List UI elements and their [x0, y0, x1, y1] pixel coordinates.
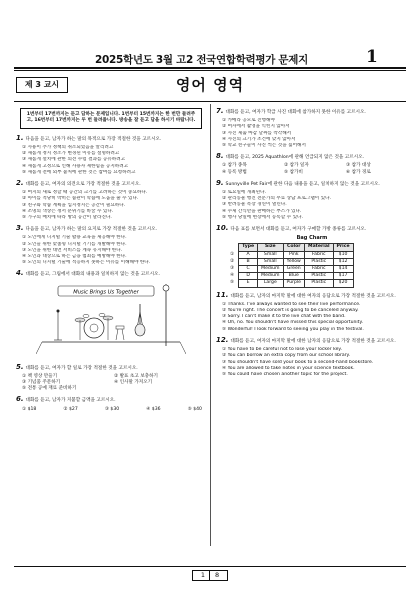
- option[interactable]: ② You can borrow an extra copy from our school library.: [222, 353, 351, 359]
- option[interactable]: ⑤ 참가비: [284, 169, 303, 175]
- total-pages: 8: [215, 571, 220, 579]
- question-text: 대화를 듣고, 여자가 할 일로 가장 적절한 것을 고르시오.: [25, 365, 138, 371]
- option[interactable]: ④ 조명의 색상은 정서 분위기를 바꿀 수 있다.: [22, 208, 114, 214]
- option[interactable]: ① $18: [22, 406, 37, 412]
- question-text: 대화를 듣고, 여자의 의견으로 가장 적절한 것을 고르시오.: [25, 182, 141, 188]
- section-title: 영어 영역: [175, 76, 245, 94]
- question-2: [16, 180, 206, 221]
- option[interactable]: ③ Sorry. I can't make it to the live chat with the band.: [222, 314, 346, 320]
- table-cell: $14: [333, 266, 353, 273]
- option[interactable]: ⑤ 행사 당일에 현장에서 등록할 수 있다.: [222, 214, 303, 220]
- question-text: 대화를 듣고, 여자의 마지막 말에 대한 남자의 응답으로 가장 적절한 것을 고르시오.: [230, 338, 396, 344]
- question-8: [216, 153, 408, 176]
- left-column: [16, 108, 206, 417]
- option[interactable]: ④ 수제 간식만을 판매하는 부스가 있다.: [222, 208, 302, 214]
- table-row[interactable]: [230, 251, 353, 258]
- question-12: [216, 337, 408, 378]
- question-number: 6.: [16, 395, 24, 404]
- table-cell: Plastic: [305, 258, 334, 265]
- table-cell: D: [239, 273, 258, 280]
- question-number: 4.: [16, 269, 24, 278]
- option[interactable]: ② You're right. The concert is going to be canceled anyway.: [222, 308, 359, 314]
- question-number: 10.: [216, 224, 229, 233]
- table-cell: Plastic: [305, 273, 334, 280]
- column-divider: [210, 104, 211, 546]
- option[interactable]: ④ Oh, no. You shouldn't have missed this special opportunity.: [222, 320, 363, 326]
- exam-title: 2025학년도 3월 고2 전국연합학력평가 문제지: [95, 54, 308, 66]
- question-number: 8.: [216, 152, 224, 161]
- option[interactable]: ④ You are allowed to take notes in your science textbook.: [222, 365, 355, 371]
- table-cell: Yellow: [283, 258, 305, 265]
- question-7: [216, 108, 408, 149]
- question-9: [216, 180, 408, 221]
- option[interactable]: ④ 인사말 가져오기: [114, 380, 153, 386]
- option[interactable]: ① Thanks. I've always wanted to see their live performance.: [222, 301, 361, 307]
- option[interactable]: ⑤ You could have chosen another topic for the project.: [222, 371, 348, 377]
- question-4: [16, 270, 206, 359]
- question-5: [16, 364, 206, 393]
- option[interactable]: ③ 새롭게 설치에 관한 의견 수렴 결과를 공유하려고: [22, 157, 126, 163]
- question-number: 5.: [16, 362, 24, 371]
- current-page: 1: [200, 571, 205, 579]
- option[interactable]: ② 아이를 적당히 박히는 습관이 학습에 도움을 줄 수 있다.: [22, 196, 139, 202]
- exam-header: [0, 0, 420, 108]
- question-number: 11.: [216, 290, 229, 299]
- table-cell: Large: [258, 280, 283, 287]
- page-indicator-divider: [209, 571, 210, 580]
- option[interactable]: ⑤ 새롭게 전에 외부 불처에 관한 것은 참여를 요청하려고: [22, 169, 136, 175]
- option[interactable]: ③ 반려동물 복장 경연이 열린다.: [222, 202, 287, 208]
- option[interactable]: ② 새롭게 정지 정소가 변경된 이유를 설명하려고: [22, 151, 120, 157]
- table-cell: B: [239, 258, 258, 265]
- option[interactable]: ③ 친구와 학습 계획을 입지정지는 공간이 필요하다.: [22, 202, 126, 208]
- question-number: 3.: [16, 224, 24, 233]
- option[interactable]: ② 관리동물 행진 전문가의 무료 상담 프로그램이 있다.: [222, 196, 331, 202]
- option[interactable]: ④ 새롭게 고정으로 인해 사용자 제한됨을 공지하려고: [22, 163, 129, 169]
- table-header: Type: [239, 244, 258, 251]
- question-6: [16, 396, 206, 412]
- option[interactable]: ① 참가 종목: [222, 163, 247, 169]
- question-text: 다음을 듣고, 남자가 하는 말의 목적으로 가장 적절한 것을 고르시오.: [25, 136, 162, 142]
- question-number: 9.: [216, 178, 224, 187]
- option[interactable]: ② $27: [63, 406, 78, 412]
- table-cell: Medium: [258, 273, 283, 280]
- table-body: [230, 251, 353, 287]
- option[interactable]: ④ 사진의 크기가 조건에 맞지 않아서: [222, 136, 296, 142]
- option[interactable]: ③ 사진 제출 마감 날짜를 착각해서: [222, 130, 292, 136]
- option[interactable]: ② 발표 초고 보충하기: [114, 373, 159, 379]
- option[interactable]: ③ 노인을 위한 대면 서비스를 계속 유지해야 한다.: [22, 247, 123, 253]
- footer-rule: [14, 566, 406, 567]
- table-cell: $17: [333, 273, 353, 280]
- question-text: 대화를 듣고, 남자의 마지막 말에 대한 여자의 응답으로 가장 적절한 것을 고르시오.: [230, 293, 396, 299]
- table-header: Material: [305, 244, 334, 251]
- option[interactable]: ③ You shouldn't have sold your book to a second-hand bookstore.: [222, 359, 374, 365]
- table-header: Price: [333, 244, 353, 251]
- header-rule: [14, 67, 406, 69]
- table-cell: $12: [333, 258, 353, 265]
- question-number: 2.: [16, 179, 24, 188]
- table-header: Color: [283, 244, 305, 251]
- table-title: Bag Charm: [296, 235, 328, 242]
- option[interactable]: ③ 참가 대상: [346, 163, 371, 169]
- option[interactable]: ① 카메라 공모로 진행해야: [222, 118, 275, 124]
- question-text: 대화를 듣고, 남자가 지불할 금액을 고르시오.: [25, 398, 116, 404]
- table-header: Size: [258, 244, 283, 251]
- table-cell: Small: [258, 251, 283, 258]
- table-row[interactable]: [230, 258, 353, 265]
- option[interactable]: ④ 노인과 대상으로 하는 금융 범죄를 예방해야 한다.: [22, 254, 127, 260]
- option[interactable]: ⑤ 노인의 디지털 기술에 적응하지 못하는 이유를 이해해야 한다.: [22, 260, 151, 266]
- header-rule-thin: [14, 70, 406, 71]
- option[interactable]: ⑤ $40: [187, 406, 202, 412]
- option[interactable]: ① 노인에게 디지털 기술 활용 교육을 제공해야 한다.: [22, 235, 127, 241]
- option[interactable]: ④ $36: [146, 406, 161, 412]
- table-cell: $10: [333, 251, 353, 258]
- page-indicator: [192, 570, 228, 581]
- option[interactable]: ⑤ 전통 공예 재료 준비하기: [22, 386, 77, 392]
- question-text: 대화를 듣고, 여자가 학급 사진 대회에 참가하지 못한 이유를 고르시오.: [225, 110, 366, 115]
- row-choice-mark: ③: [230, 266, 235, 272]
- question-number: 7.: [216, 107, 224, 115]
- table-cell: $20: [333, 280, 353, 287]
- banner-text: Music Brings Us Together: [73, 289, 139, 296]
- option[interactable]: ③ 기념품 주문하기: [22, 380, 61, 386]
- option[interactable]: ③ $30: [104, 406, 120, 412]
- question-text: 다음을 듣고, 남자가 하는 말의 요지로 가장 적절한 것을 고르시오.: [25, 227, 157, 233]
- option[interactable]: ② 여자에서 촬영을 익힌지 않아서: [222, 124, 290, 130]
- option[interactable]: ② 노인들 위한 맞춤형 디지털 기기를 개발해야 한다.: [22, 241, 127, 247]
- question-text: 대화를 듣고, 그림에서 대화의 내용과 일치하지 않는 것을 고르시오.: [25, 272, 160, 278]
- option[interactable]: ⑤ 학교 친구들이 사진 찍는 것을 싫어해서: [222, 143, 306, 149]
- row-choice-mark: ④: [230, 273, 235, 279]
- row-choice-mark: ⑤: [230, 280, 235, 286]
- question-1: [16, 135, 206, 176]
- option[interactable]: ② 참가 일자: [284, 163, 309, 169]
- row-choice-mark: ①: [230, 251, 235, 257]
- concert-stage-illustration: [36, 282, 186, 360]
- section-rule: [14, 101, 406, 102]
- table-row[interactable]: [230, 266, 353, 273]
- option[interactable]: ④ 등록 방법: [222, 169, 247, 175]
- question-3: [16, 225, 206, 266]
- period-label: 제 3 교시: [16, 77, 68, 93]
- bag-charm-table: [230, 243, 354, 287]
- table-cell: Medium: [258, 266, 283, 273]
- option[interactable]: ⑥ 참가 경로: [346, 169, 371, 175]
- table-cell: C: [239, 266, 258, 273]
- table-cell: Fabric: [305, 251, 334, 258]
- stage-drawing: [36, 282, 186, 360]
- listening-instructions: 1번부터 17번까지는 듣고 답하는 문제입니다. 1번부터 15번까지는 한 번만 들려주고, 16번부터 17번까지는 두 번 들려줍니다. 방송을 잘 듣고 답을 하시기 바랍니다.: [20, 108, 202, 129]
- table-row[interactable]: [230, 280, 353, 287]
- table-cell: Small: [258, 258, 283, 265]
- question-10: [216, 225, 408, 288]
- table-cell: Plastic: [305, 280, 334, 287]
- question-11: [216, 292, 408, 333]
- table-cell: Blue: [283, 273, 305, 280]
- page-number: 1: [366, 47, 378, 67]
- table-cell: Pink: [283, 251, 305, 258]
- option[interactable]: ⑤ Wonderful! I look forward to seeing you play in the festival.: [222, 326, 364, 332]
- table-cell: A: [239, 251, 258, 258]
- option[interactable]: ⑤ 가구의 배치에 따라 방의 공간이 달라진다.: [22, 215, 112, 221]
- option[interactable]: ① 책 영상 만들기: [22, 373, 58, 379]
- right-column: [216, 108, 408, 382]
- question-text: Sunnyville Pet Fair에 관한 다음 내용을 듣고, 일치하지 않는 것을 고르시오.: [225, 181, 380, 187]
- option[interactable]: ① 토요일에 개최된다.: [222, 190, 267, 196]
- table-cell: Purple: [283, 280, 305, 287]
- question-text: 대화를 듣고, 2025 Aquathlon에 관해 언급되지 않은 것을 고르시오.: [225, 155, 364, 161]
- question-number: 1.: [16, 133, 24, 142]
- table-cell: E: [239, 280, 258, 287]
- question-number: 12.: [216, 335, 229, 344]
- table-cell: Green: [283, 266, 305, 273]
- option[interactable]: ① You have to be careful not to lose your locker key.: [222, 347, 342, 353]
- question-text: 다음 표를 보면서 대화를 듣고, 여자가 구매할 가방 종류를 고르시오.: [230, 227, 367, 233]
- option[interactable]: ① 사용이 추가 정책의 취소되었음을 알리려고: [22, 145, 114, 151]
- table-row[interactable]: [230, 273, 353, 280]
- option[interactable]: ① 여지의 새로 정할 때 공간의 크기를 고려하는 것이 중요하다.: [22, 190, 148, 196]
- row-choice-mark: ②: [230, 258, 235, 264]
- table-cell: Fabric: [305, 266, 334, 273]
